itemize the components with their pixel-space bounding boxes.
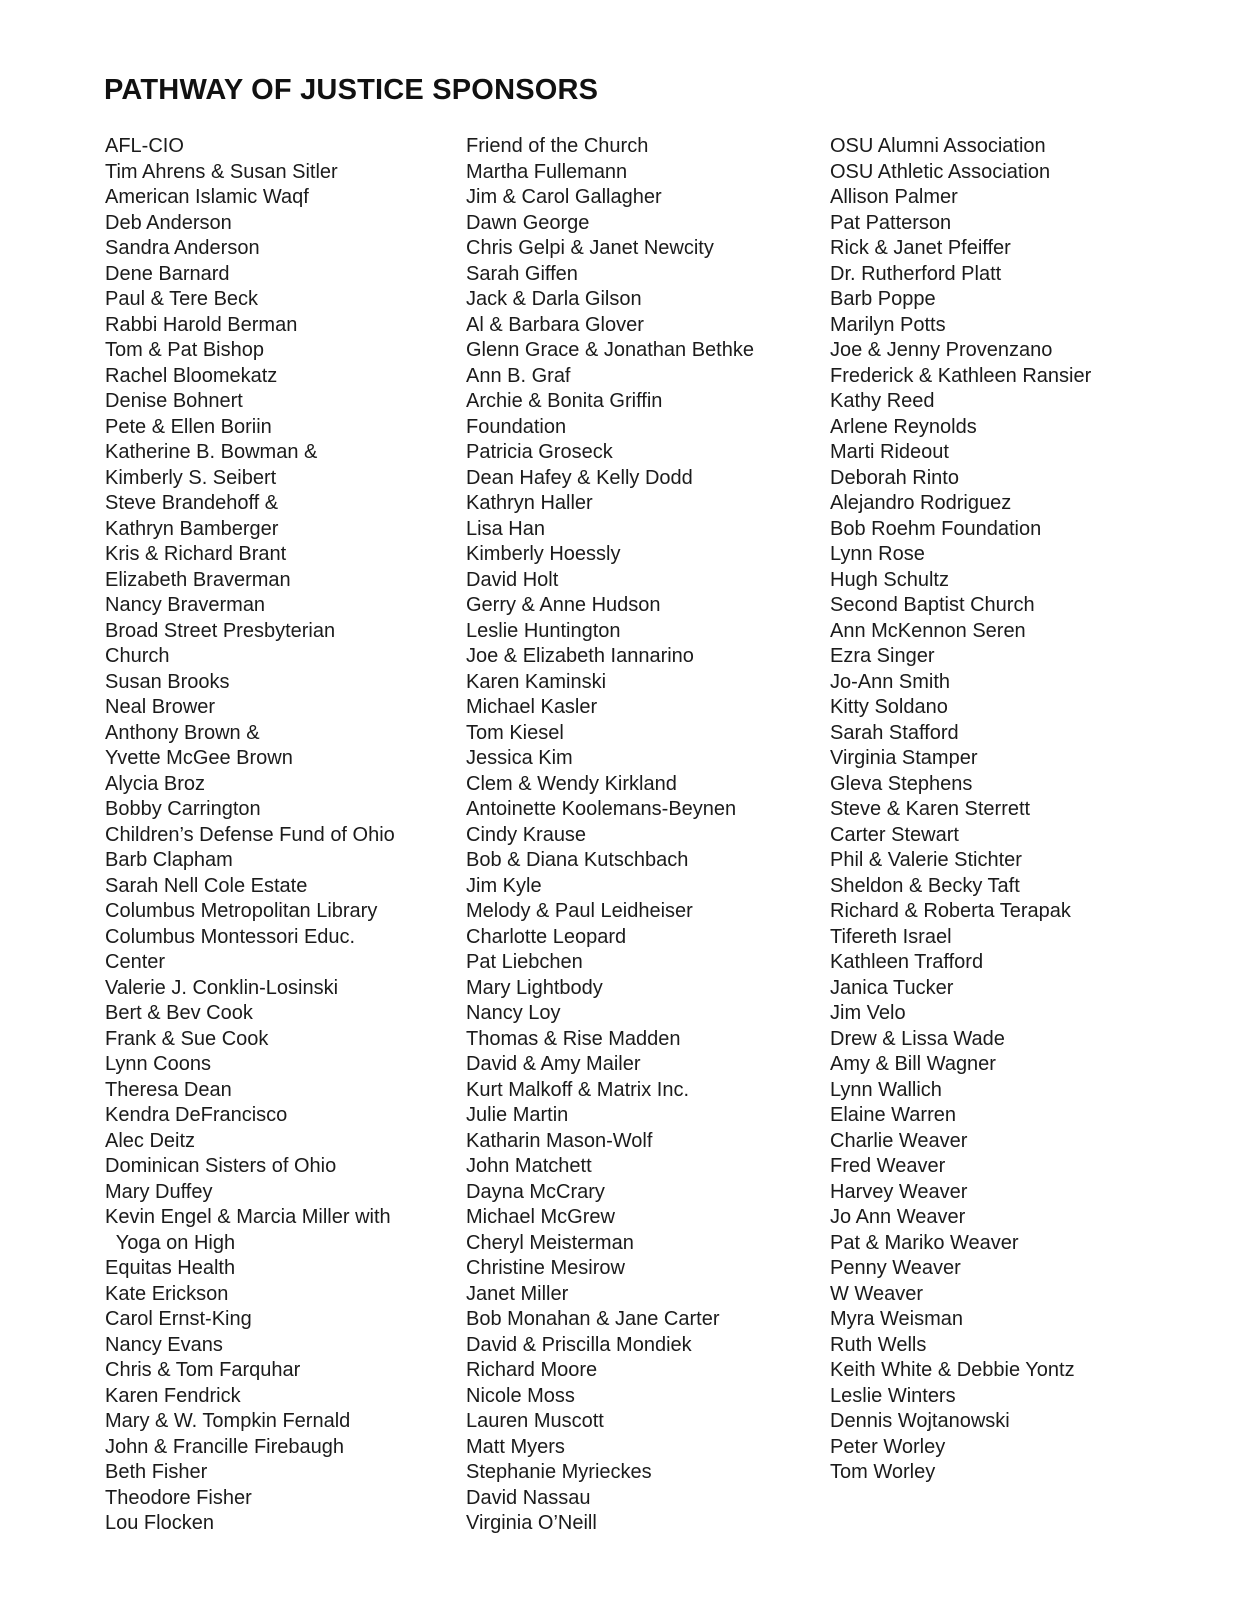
sponsor-name: Cindy Krause [466,823,587,846]
sponsor-name: Sarah Stafford [830,721,959,744]
sponsor-column-1 [105,134,465,1537]
sponsor-name: Yoga on High [105,1231,236,1254]
sponsor-name: Dominican Sisters of Ohio [105,1155,337,1177]
sponsor-name: Jo Ann Weaver [830,1206,966,1228]
sponsor-name: Katherine B. Bowman & [105,441,318,463]
sponsor-name: Dene Barnard [105,262,230,285]
sponsor-name: Lauren Muscott [466,1410,604,1432]
sponsor-name: Anthony Brown & [105,721,260,744]
sponsor-name: Hugh Schultz [830,568,949,591]
sponsor-name: Dawn George [466,211,590,234]
sponsor-name: Pat Liebchen [466,951,583,973]
sponsor-name: Peter Worley [830,1435,946,1458]
sponsor-name: Christine Mesirow [466,1257,625,1279]
sponsor-name: David & Priscilla Mondiek [466,1333,692,1356]
sponsor-name: Tim Ahrens & Susan Sitler [105,160,338,183]
sponsor-name: Second Baptist Church [830,594,1035,616]
sponsor-name: David Nassau [466,1486,591,1509]
sponsor-name: Janica Tucker [830,976,954,999]
sponsor-name: Kathryn Bamberger [105,517,279,540]
sponsor-name: Tom Worley [830,1461,936,1483]
sponsor-name: Michael Kasler [466,696,598,718]
sponsor-name: Barb Poppe [830,288,936,310]
sponsor-name: Kathleen Trafford [830,951,984,973]
sponsor-name: Richard Moore [466,1359,598,1381]
sponsor-name: Ann McKennon Seren [830,619,1026,642]
page-title: PATHWAY OF JUSTICE SPONSORS [104,74,599,106]
sponsor-name: Myra Weisman [830,1308,963,1330]
sponsor-name: Ruth Wells [830,1333,927,1356]
sponsor-name: Dennis Wojtanowski [830,1410,1010,1432]
sponsor-name: Ann B. Graf [466,364,571,387]
sponsor-name: Kate Erickson [105,1282,229,1305]
sponsor-name: Karen Fendrick [105,1384,241,1407]
sponsor-name: Rachel Bloomekatz [105,364,278,387]
sponsor-name: Janet Miller [466,1282,569,1305]
sponsor-name: Bob & Diana Kutschbach [466,849,689,871]
sponsor-name: Dayna McCrary [466,1180,605,1203]
sponsor-name: Susan Brooks [105,670,230,693]
sponsor-name: Lynn Rose [830,543,925,565]
sponsor-name: Nancy Braverman [105,594,266,616]
sponsor-name: Bob Monahan & Jane Carter [466,1308,720,1330]
sponsor-column-3 [830,134,1190,1486]
sponsor-name: Beth Fisher [105,1461,208,1483]
sponsor-name: Kitty Soldano [830,696,948,718]
sponsor-name: Theodore Fisher [105,1486,252,1509]
sponsor-name: Leslie Winters [830,1384,956,1407]
sponsor-name: OSU Athletic Association [830,160,1051,183]
sponsor-name: Phil & Valerie Stichter [830,849,1022,871]
sponsor-name: Arlene Reynolds [830,415,977,438]
sponsor-name: Pat Patterson [830,211,952,234]
sponsor-name: Kimberly S. Seibert [105,466,277,489]
sponsor-name: Kathryn Haller [466,492,593,514]
sponsor-name: Keith White & Debbie Yontz [830,1359,1075,1381]
sponsor-name: Thomas & Rise Madden [466,1027,681,1050]
sponsor-name: OSU Alumni Association [830,135,1046,157]
sponsor-name: W Weaver [830,1282,923,1305]
sponsor-name: Nicole Moss [466,1384,575,1407]
sponsor-name: Carol Ernst-King [105,1308,252,1330]
sponsor-name: Frank & Sue Cook [105,1027,269,1050]
sponsor-name: Jim Kyle [466,874,542,897]
sponsor-name: Kris & Richard Brant [105,543,287,565]
sponsor-name: Bert & Bev Cook [105,1002,253,1024]
sponsor-name: Joe & Elizabeth Iannarino [466,645,694,667]
sponsor-name: Charlie Weaver [830,1129,968,1152]
sponsor-name: Richard & Roberta Terapak [830,900,1071,922]
sponsor-name: Kathy Reed [830,390,935,412]
sponsor-name: Julie Martin [466,1104,569,1126]
sponsor-name: Lou Flocken [105,1512,214,1534]
sponsor-name: Katharin Mason-Wolf [466,1129,653,1152]
sponsor-name: Antoinette Koolemans-Beynen [466,798,737,820]
sponsor-name: John & Francille Firebaugh [105,1435,345,1458]
sponsor-name: Glenn Grace & Jonathan Bethke [466,339,754,361]
sponsor-name: Mary & W. Tompkin Fernald [105,1410,351,1432]
sponsor-name: Foundation [466,415,567,438]
sponsor-name: Cheryl Meisterman [466,1231,634,1254]
sponsor-name: Theresa Dean [105,1078,232,1101]
sponsor-name: AFL-CIO [105,135,184,157]
sponsor-name: Equitas Health [105,1257,236,1279]
sponsor-name: Dean Hafey & Kelly Dodd [466,466,693,489]
sponsor-name: Kendra DeFrancisco [105,1104,288,1126]
sponsor-name: Jim & Carol Gallagher [466,186,662,208]
sponsor-name: Fred Weaver [830,1155,946,1177]
sponsor-name: John Matchett [466,1155,592,1177]
sponsor-name: Deb Anderson [105,211,232,234]
sponsor-name: Archie & Bonita Griffin [466,390,663,412]
sponsor-name: Mary Lightbody [466,976,603,999]
sponsor-name: Center [105,951,166,973]
sponsor-name: Harvey Weaver [830,1180,968,1203]
sponsor-name: Friend of the Church [466,135,649,157]
sponsor-name: Melody & Paul Leidheiser [466,900,693,922]
sponsor-name: Elizabeth Braverman [105,568,291,591]
sponsor-name: Neal Brower [105,696,216,718]
sponsor-name: Columbus Metropolitan Library [105,900,378,922]
sponsor-name: Sandra Anderson [105,237,260,259]
sponsor-name: Frederick & Kathleen Ransier [830,364,1092,387]
sponsor-name: Broad Street Presbyterian [105,619,336,642]
sponsor-name: Nancy Evans [105,1333,223,1356]
sponsor-name: Jo-Ann Smith [830,670,951,693]
sponsor-name: Pete & Ellen Boriin [105,415,272,438]
sponsor-name: Elaine Warren [830,1104,956,1126]
sponsor-name: Dr. Rutherford Platt [830,262,1002,285]
sponsor-name: Valerie J. Conklin-Losinski [105,976,339,999]
sponsor-name: David Holt [466,568,559,591]
sponsor-name: Sheldon & Becky Taft [830,874,1020,897]
sponsor-name: Matt Myers [466,1435,565,1458]
sponsor-name: David & Amy Mailer [466,1053,641,1075]
sponsor-name: Children’s Defense Fund of Ohio [105,823,395,846]
sponsor-name: Chris Gelpi & Janet Newcity [466,237,714,259]
sponsor-name: Virginia O’Neill [466,1512,597,1534]
sponsor-name: Rick & Janet Pfeiffer [830,237,1011,259]
sponsor-name: Kurt Malkoff & Matrix Inc. [466,1078,690,1101]
sponsor-name: Marti Rideout [830,441,949,463]
sponsor-name: Tifereth Israel [830,925,952,948]
sponsor-name: Denise Bohnert [105,390,243,412]
sponsor-name: Sarah Nell Cole Estate [105,874,308,897]
sponsor-name: Al & Barbara Glover [466,313,644,336]
sponsor-name: Lynn Wallich [830,1078,942,1101]
sponsor-name: Carter Stewart [830,823,959,846]
sponsor-name: Paul & Tere Beck [105,288,259,310]
sponsor-name: Drew & Lissa Wade [830,1027,1005,1050]
sponsor-name: Allison Palmer [830,186,958,208]
sponsor-name: Barb Clapham [105,849,233,871]
sponsor-name: Penny Weaver [830,1257,961,1279]
sponsor-name: Amy & Bill Wagner [830,1053,996,1075]
sponsor-name: Steve & Karen Sterrett [830,798,1031,820]
sponsor-name: Lisa Han [466,517,545,540]
sponsor-name: Chris & Tom Farquhar [105,1359,301,1381]
sponsor-name: Jessica Kim [466,747,573,769]
sponsor-name: Alycia Broz [105,772,206,795]
sponsor-name: Deborah Rinto [830,466,959,489]
sponsor-name: Ezra Singer [830,645,935,667]
sponsor-name: Martha Fullemann [466,160,628,183]
sponsor-name: Joe & Jenny Provenzano [830,339,1053,361]
sponsor-name: Rabbi Harold Berman [105,313,298,336]
sponsor-name: Steve Brandehoff & [105,492,279,514]
sponsor-name: Clem & Wendy Kirkland [466,772,677,795]
sponsor-name: Charlotte Leopard [466,925,627,948]
sponsor-name: Virginia Stamper [830,747,978,769]
sponsor-name: Lynn Coons [105,1053,211,1075]
sponsor-name: Mary Duffey [105,1180,213,1203]
sponsor-name: Nancy Loy [466,1002,561,1024]
sponsor-name: Church [105,645,170,667]
sponsor-name: Alec Deitz [105,1129,196,1152]
sponsor-name: Tom & Pat Bishop [105,339,264,361]
sponsor-name: Columbus Montessori Educ. [105,925,356,948]
sponsor-name: Stephanie Myrieckes [466,1461,652,1483]
sponsor-name: Gleva Stephens [830,772,973,795]
sponsor-name: Karen Kaminski [466,670,607,693]
sponsor-name: Kevin Engel & Marcia Miller with [105,1206,391,1228]
sponsor-name: Pat & Mariko Weaver [830,1231,1019,1254]
sponsor-name: American Islamic Waqf [105,186,309,208]
sponsor-name: Michael McGrew [466,1206,615,1228]
sponsor-name: Gerry & Anne Hudson [466,594,661,616]
sponsor-name: Kimberly Hoessly [466,543,621,565]
sponsor-name: Leslie Huntington [466,619,621,642]
sponsor-name: Patricia Groseck [466,441,613,463]
sponsor-name: Jim Velo [830,1002,906,1024]
sponsor-name: Sarah Giffen [466,262,578,285]
sponsor-name: Bob Roehm Foundation [830,517,1042,540]
sponsor-name: Marilyn Potts [830,313,946,336]
sponsor-name: Yvette McGee Brown [105,747,293,769]
sponsor-name: Tom Kiesel [466,721,564,744]
sponsor-column-2 [466,134,826,1537]
sponsor-name: Jack & Darla Gilson [466,288,642,310]
sponsor-name: Bobby Carrington [105,798,261,820]
sponsor-name: Alejandro Rodriguez [830,492,1012,514]
